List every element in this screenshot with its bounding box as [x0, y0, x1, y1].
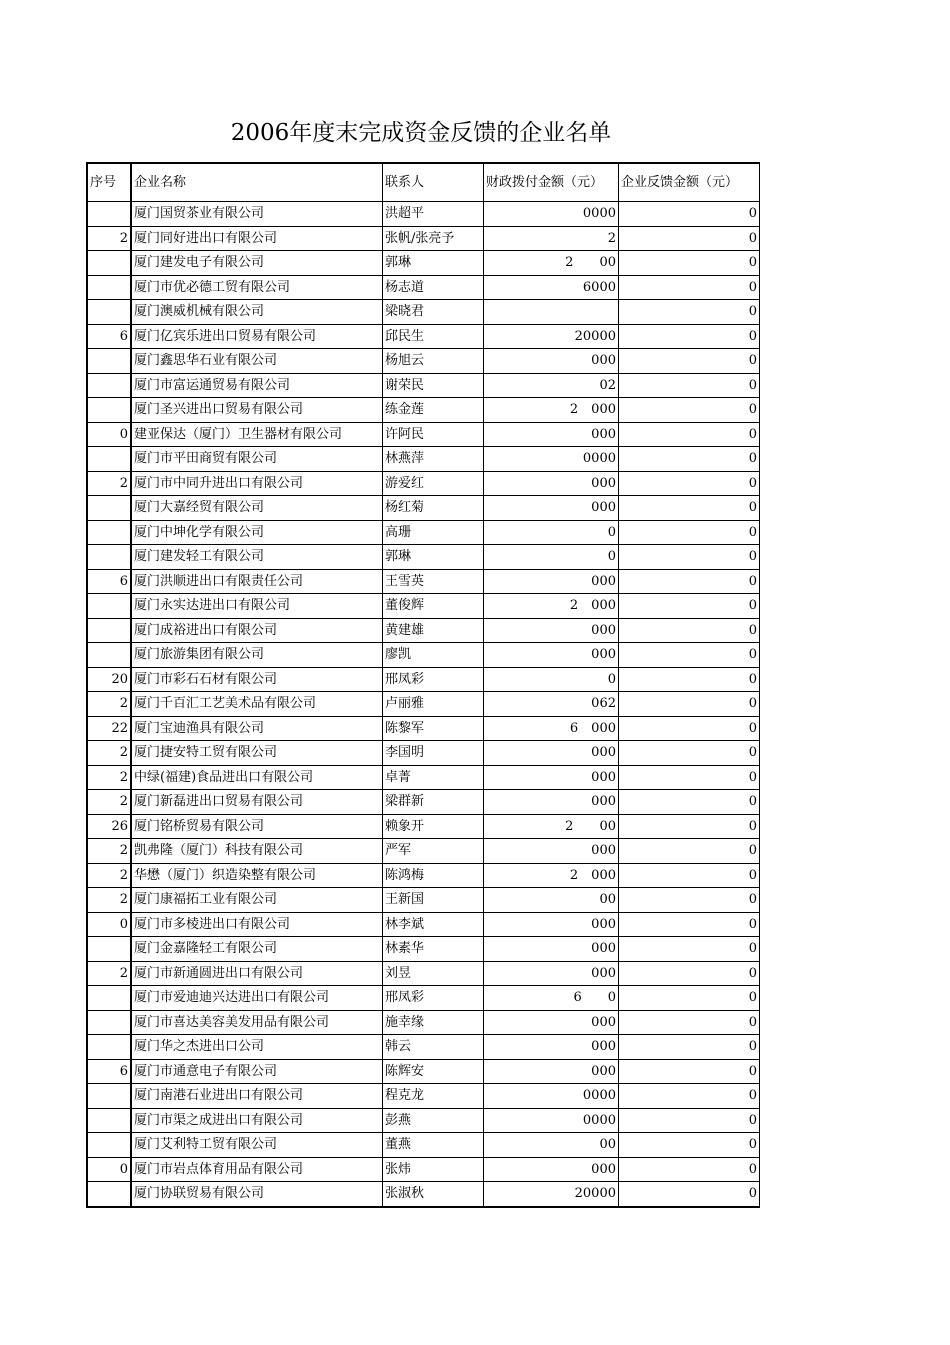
row-contact: 赖象开: [383, 814, 484, 839]
table-row: [87, 324, 760, 349]
row-no: 2: [87, 888, 131, 913]
row-name: 厦门国贸茶业有限公司: [131, 202, 383, 227]
row-paid: 000: [484, 643, 619, 668]
row-no: 2: [87, 692, 131, 717]
row-no: [87, 251, 131, 276]
row-no: 2: [87, 226, 131, 251]
row-feedback: 0: [619, 324, 760, 349]
row-no: 6: [87, 1059, 131, 1084]
table-row: [87, 937, 760, 962]
row-feedback: 0: [619, 545, 760, 570]
row-feedback: 0: [619, 986, 760, 1011]
row-paid: 000: [484, 1157, 619, 1182]
row-no: [87, 643, 131, 668]
row-name: 厦门千百汇工艺美术品有限公司: [131, 692, 383, 717]
table-row: [87, 226, 760, 251]
table-row: [87, 422, 760, 447]
row-no: [87, 545, 131, 570]
row-no: [87, 937, 131, 962]
row-feedback: 0: [619, 349, 760, 374]
row-contact: 郭琳: [383, 545, 484, 570]
row-no: 0: [87, 422, 131, 447]
table-row: [87, 1059, 760, 1084]
row-feedback: 0: [619, 912, 760, 937]
row-name: 厦门同好进出口有限公司: [131, 226, 383, 251]
table-row: [87, 1035, 760, 1060]
row-feedback: 0: [619, 765, 760, 790]
row-paid: 02: [484, 373, 619, 398]
row-no: [87, 373, 131, 398]
row-contact: 陈黎军: [383, 716, 484, 741]
row-paid: 000: [484, 839, 619, 864]
row-name: 华懋（厦门）织造染整有限公司: [131, 863, 383, 888]
row-no: 2: [87, 863, 131, 888]
row-name: 中绿(福建)食品进出口有限公司: [131, 765, 383, 790]
row-feedback: 0: [619, 1035, 760, 1060]
table-row: [87, 912, 760, 937]
row-no: [87, 1108, 131, 1133]
row-no: [87, 1182, 131, 1207]
row-feedback: 0: [619, 373, 760, 398]
row-paid: 00: [484, 888, 619, 913]
table-row: [87, 790, 760, 815]
row-feedback: 0: [619, 1182, 760, 1207]
row-no: 20: [87, 667, 131, 692]
row-name: 厦门旅游集团有限公司: [131, 643, 383, 668]
row-name: 厦门市彩石石材有限公司: [131, 667, 383, 692]
row-feedback: 0: [619, 496, 760, 521]
row-name: 凯弗隆（厦门）科技有限公司: [131, 839, 383, 864]
row-paid: 0000: [484, 447, 619, 472]
row-name: 厦门市渠之成进出口有限公司: [131, 1108, 383, 1133]
row-name: 厦门康福拓工业有限公司: [131, 888, 383, 913]
row-paid: 2 00: [484, 814, 619, 839]
row-feedback: 0: [619, 618, 760, 643]
row-no: 2: [87, 839, 131, 864]
row-feedback: 0: [619, 863, 760, 888]
row-name: 厦门市平田商贸有限公司: [131, 447, 383, 472]
table-row: [87, 888, 760, 913]
table-row: [87, 496, 760, 521]
row-no: 2: [87, 961, 131, 986]
row-name: 厦门市新通圆进出口有限公司: [131, 961, 383, 986]
row-paid: 2 00: [484, 251, 619, 276]
row-name: 厦门亿宾乐进出口贸易有限公司: [131, 324, 383, 349]
row-feedback: 0: [619, 447, 760, 472]
row-name: 厦门金嘉隆轻工有限公司: [131, 937, 383, 962]
row-name: 厦门捷安特工贸有限公司: [131, 741, 383, 766]
row-contact: 刘昱: [383, 961, 484, 986]
row-name: 厦门市岩点体育用品有限公司: [131, 1157, 383, 1182]
row-feedback: 0: [619, 1010, 760, 1035]
row-paid: 000: [484, 569, 619, 594]
row-name: 厦门建发电子有限公司: [131, 251, 383, 276]
row-contact: 林李斌: [383, 912, 484, 937]
row-feedback: 0: [619, 839, 760, 864]
row-paid: 6000: [484, 275, 619, 300]
row-contact: 杨红菊: [383, 496, 484, 521]
row-name: 厦门澳威机械有限公司: [131, 300, 383, 325]
row-name: 厦门华之杰进出口公司: [131, 1035, 383, 1060]
row-contact: 练金莲: [383, 398, 484, 423]
row-feedback: 0: [619, 569, 760, 594]
table-row: [87, 1108, 760, 1133]
row-name: 厦门铭桥贸易有限公司: [131, 814, 383, 839]
row-contact: 梁群新: [383, 790, 484, 815]
table-row: [87, 398, 760, 423]
row-contact: 卓菁: [383, 765, 484, 790]
row-feedback: 0: [619, 398, 760, 423]
row-paid: 000: [484, 912, 619, 937]
row-no: [87, 447, 131, 472]
row-name: 厦门市中同升进出口有限公司: [131, 471, 383, 496]
row-no: 26: [87, 814, 131, 839]
row-contact: 董燕: [383, 1133, 484, 1158]
row-name: 厦门南港石业进出口有限公司: [131, 1084, 383, 1109]
table-row: [87, 569, 760, 594]
row-paid: 2 000: [484, 398, 619, 423]
table-row: [87, 1010, 760, 1035]
row-name: 建亚保达（厦门）卫生器材有限公司: [131, 422, 383, 447]
row-feedback: 0: [619, 1108, 760, 1133]
row-paid: [484, 300, 619, 325]
table-row: [87, 814, 760, 839]
row-feedback: 0: [619, 1157, 760, 1182]
table-row: [87, 643, 760, 668]
header-name: 企业名称: [131, 163, 383, 202]
header-feedback: 企业反馈金额（元）: [619, 163, 760, 202]
table-row: [87, 447, 760, 472]
table-row: [87, 741, 760, 766]
row-feedback: 0: [619, 790, 760, 815]
table-row: [87, 765, 760, 790]
table-row: [87, 1157, 760, 1182]
row-no: 6: [87, 569, 131, 594]
table-row: [87, 202, 760, 227]
row-feedback: 0: [619, 667, 760, 692]
header-contact: 联系人: [383, 163, 484, 202]
row-name: 厦门中坤化学有限公司: [131, 520, 383, 545]
row-contact: 韩云: [383, 1035, 484, 1060]
row-no: [87, 1133, 131, 1158]
row-contact: 邱民生: [383, 324, 484, 349]
row-feedback: 0: [619, 520, 760, 545]
row-contact: 廖凯: [383, 643, 484, 668]
row-no: [87, 349, 131, 374]
row-name: 厦门市优必德工贸有限公司: [131, 275, 383, 300]
row-no: [87, 1010, 131, 1035]
row-contact: 洪超平: [383, 202, 484, 227]
row-feedback: 0: [619, 961, 760, 986]
row-contact: 张炜: [383, 1157, 484, 1182]
table-row: [87, 1133, 760, 1158]
table-row: [87, 863, 760, 888]
table-row: [87, 961, 760, 986]
row-contact: 谢荣民: [383, 373, 484, 398]
row-contact: 张淑秋: [383, 1182, 484, 1207]
row-name: 厦门圣兴进出口贸易有限公司: [131, 398, 383, 423]
row-no: [87, 520, 131, 545]
row-name: 厦门新磊进出口贸易有限公司: [131, 790, 383, 815]
row-no: [87, 618, 131, 643]
row-feedback: 0: [619, 716, 760, 741]
row-contact: 董俊辉: [383, 594, 484, 619]
row-paid: 062: [484, 692, 619, 717]
row-name: 厦门市爱迪迪兴达进出口有限公司: [131, 986, 383, 1011]
enterprise-table: [86, 162, 760, 1208]
table-row: [87, 1182, 760, 1207]
row-contact: 杨志道: [383, 275, 484, 300]
table-row: [87, 618, 760, 643]
row-feedback: 0: [619, 300, 760, 325]
row-paid: 6 0: [484, 986, 619, 1011]
table-row: [87, 545, 760, 570]
row-contact: 游爱红: [383, 471, 484, 496]
row-paid: 20000: [484, 324, 619, 349]
row-contact: 卢丽雅: [383, 692, 484, 717]
row-name: 厦门市喜达美容美发用品有限公司: [131, 1010, 383, 1035]
row-contact: 杨旭云: [383, 349, 484, 374]
row-no: 22: [87, 716, 131, 741]
row-name: 厦门协联贸易有限公司: [131, 1182, 383, 1207]
row-feedback: 0: [619, 1059, 760, 1084]
row-no: [87, 1084, 131, 1109]
row-name: 厦门市多棱进出口有限公司: [131, 912, 383, 937]
row-paid: 2 000: [484, 594, 619, 619]
row-name: 厦门建发轻工有限公司: [131, 545, 383, 570]
row-feedback: 0: [619, 202, 760, 227]
row-name: 厦门宝迪渔具有限公司: [131, 716, 383, 741]
row-contact: 施幸缘: [383, 1010, 484, 1035]
row-contact: 严军: [383, 839, 484, 864]
row-feedback: 0: [619, 643, 760, 668]
row-paid: 000: [484, 496, 619, 521]
row-no: 0: [87, 1157, 131, 1182]
row-paid: 0: [484, 520, 619, 545]
table-row: [87, 716, 760, 741]
header-paid: 财政拨付金额（元）: [484, 163, 619, 202]
row-no: [87, 496, 131, 521]
table-body: [87, 163, 760, 1207]
table-row: [87, 594, 760, 619]
row-paid: 0000: [484, 202, 619, 227]
row-contact: 程克龙: [383, 1084, 484, 1109]
row-no: [87, 1035, 131, 1060]
row-no: [87, 398, 131, 423]
row-name: 厦门永实达进出口有限公司: [131, 594, 383, 619]
row-no: 2: [87, 741, 131, 766]
row-contact: 林燕萍: [383, 447, 484, 472]
row-no: 2: [87, 765, 131, 790]
table-row: [87, 300, 760, 325]
row-feedback: 0: [619, 251, 760, 276]
row-paid: 20000: [484, 1182, 619, 1207]
row-name: 厦门洪顺进出口有限责任公司: [131, 569, 383, 594]
row-name: 厦门市富运通贸易有限公司: [131, 373, 383, 398]
row-paid: 000: [484, 1010, 619, 1035]
row-feedback: 0: [619, 226, 760, 251]
row-no: [87, 202, 131, 227]
row-paid: 2: [484, 226, 619, 251]
row-no: [87, 300, 131, 325]
row-paid: 0: [484, 545, 619, 570]
row-paid: 000: [484, 765, 619, 790]
row-paid: 0000: [484, 1084, 619, 1109]
table-header-row: [87, 163, 760, 202]
row-no: [87, 986, 131, 1011]
row-name: 厦门鑫思华石业有限公司: [131, 349, 383, 374]
row-contact: 彭燕: [383, 1108, 484, 1133]
table-row: [87, 692, 760, 717]
row-paid: 000: [484, 1035, 619, 1060]
row-contact: 梁晓君: [383, 300, 484, 325]
table-row: [87, 986, 760, 1011]
row-contact: 陈鸿梅: [383, 863, 484, 888]
row-feedback: 0: [619, 275, 760, 300]
row-feedback: 0: [619, 1133, 760, 1158]
row-no: 2: [87, 471, 131, 496]
row-feedback: 0: [619, 741, 760, 766]
row-feedback: 0: [619, 1084, 760, 1109]
row-paid: 0: [484, 667, 619, 692]
row-no: 0: [87, 912, 131, 937]
row-feedback: 0: [619, 422, 760, 447]
row-contact: 邢凤彩: [383, 667, 484, 692]
row-paid: 000: [484, 961, 619, 986]
table-row: [87, 667, 760, 692]
row-contact: 张帆/张亮予: [383, 226, 484, 251]
table-row: [87, 373, 760, 398]
row-paid: 000: [484, 741, 619, 766]
row-paid: 000: [484, 422, 619, 447]
row-contact: 高珊: [383, 520, 484, 545]
row-feedback: 0: [619, 888, 760, 913]
row-contact: 陈辉安: [383, 1059, 484, 1084]
table-row: [87, 520, 760, 545]
row-feedback: 0: [619, 814, 760, 839]
row-name: 厦门成裕进出口有限公司: [131, 618, 383, 643]
document-title: 2006年度末完成资金反馈的企业名单: [230, 120, 612, 146]
row-contact: 郭琳: [383, 251, 484, 276]
header-no: 序号: [87, 163, 131, 202]
row-name: 厦门大嘉经贸有限公司: [131, 496, 383, 521]
row-paid: 000: [484, 471, 619, 496]
row-contact: 李国明: [383, 741, 484, 766]
row-paid: 2 000: [484, 863, 619, 888]
row-contact: 王雪英: [383, 569, 484, 594]
row-feedback: 0: [619, 692, 760, 717]
row-paid: 000: [484, 618, 619, 643]
row-paid: 00: [484, 1133, 619, 1158]
row-paid: 000: [484, 790, 619, 815]
row-no: 2: [87, 790, 131, 815]
row-paid: 000: [484, 1059, 619, 1084]
row-feedback: 0: [619, 937, 760, 962]
row-name: 厦门艾利特工贸有限公司: [131, 1133, 383, 1158]
table-row: [87, 1084, 760, 1109]
table-row: [87, 839, 760, 864]
row-contact: 王新国: [383, 888, 484, 913]
row-paid: 000: [484, 937, 619, 962]
row-no: 6: [87, 324, 131, 349]
row-paid: 6 000: [484, 716, 619, 741]
row-name: 厦门市通意电子有限公司: [131, 1059, 383, 1084]
row-no: [87, 594, 131, 619]
row-feedback: 0: [619, 594, 760, 619]
row-paid: 000: [484, 349, 619, 374]
row-feedback: 0: [619, 471, 760, 496]
row-paid: 0000: [484, 1108, 619, 1133]
table-row: [87, 275, 760, 300]
row-contact: 许阿民: [383, 422, 484, 447]
table-row: [87, 251, 760, 276]
table-row: [87, 349, 760, 374]
row-contact: 邢凤彩: [383, 986, 484, 1011]
row-contact: 林素华: [383, 937, 484, 962]
table-row: [87, 471, 760, 496]
row-contact: 黄建雄: [383, 618, 484, 643]
row-no: [87, 275, 131, 300]
